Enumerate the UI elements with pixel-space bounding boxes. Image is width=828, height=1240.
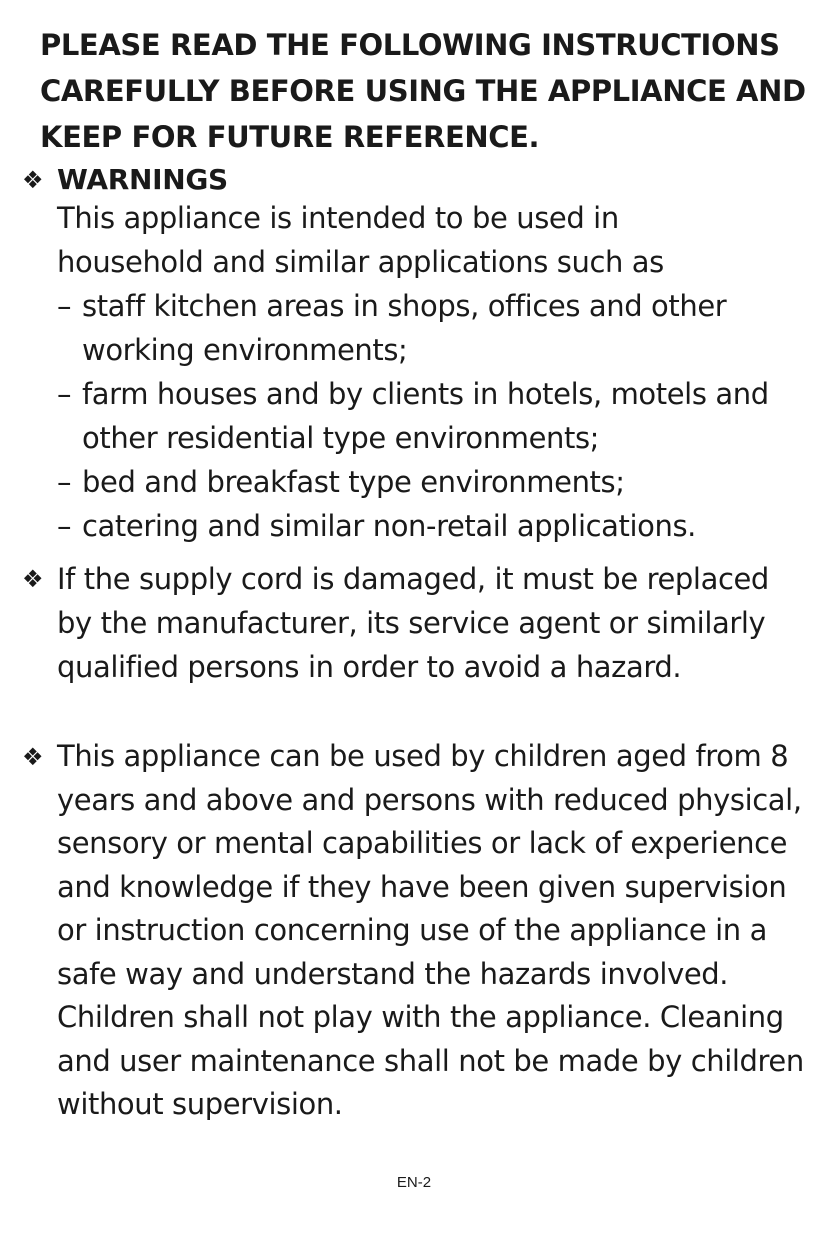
list-item — [57, 504, 810, 548]
dash-icon: – — [57, 465, 72, 499]
list-item-text: farm houses and by clients in hotels, motels and other residential type environments; — [82, 377, 769, 455]
four-diamond-icon: ❖ — [22, 565, 44, 593]
list-item-text: catering and similar non-retail applications. — [82, 509, 696, 543]
dash-icon: – — [57, 509, 72, 543]
children-section — [20, 735, 810, 1127]
supply-cord-text: If the supply cord is damaged, it must be replaced by the manufacturer, its service agent or similarly qualified persons in order to avoid a hazard. — [57, 562, 769, 684]
supply-cord-section — [20, 557, 810, 689]
list-item-text: bed and breakfast type environments; — [82, 465, 625, 499]
dash-icon: – — [57, 377, 72, 411]
list-item — [57, 372, 810, 460]
warnings-section — [20, 164, 810, 548]
warnings-intro: This appliance is intended to be used in household and similar applications such as — [57, 201, 664, 279]
four-diamond-icon: ❖ — [22, 743, 44, 771]
page-number: EN-2 — [396, 1174, 432, 1191]
dash-icon: – — [57, 289, 72, 323]
four-diamond-icon: ❖ — [22, 166, 44, 194]
warnings-title: WARNINGS — [57, 163, 228, 196]
list-item — [57, 460, 810, 504]
page-heading: PLEASE READ THE FOLLOWING INSTRUCTIONS CAREFULLY BEFORE USING THE APPLIANCE AND KEEP FOR FUTURE REFERENCE. — [40, 28, 806, 154]
children-text: This appliance can be used by children aged from 8 years and above and persons with reduced physical, sensory or mental capabilities or lack of experience and knowledge if they have been given supervision or instruction concerning use of the appliance in a safe way and understand the hazards involved. Children shall not play with the appliance. Cleaning and user maintenance shall not be made by children without supervision. — [57, 739, 804, 1121]
warnings-title-row — [20, 164, 810, 196]
children-row — [20, 735, 810, 1127]
supply-cord-row — [20, 557, 810, 689]
list-item — [57, 284, 810, 372]
list-item-text: staff kitchen areas in shops, offices and other working environments; — [82, 289, 727, 367]
